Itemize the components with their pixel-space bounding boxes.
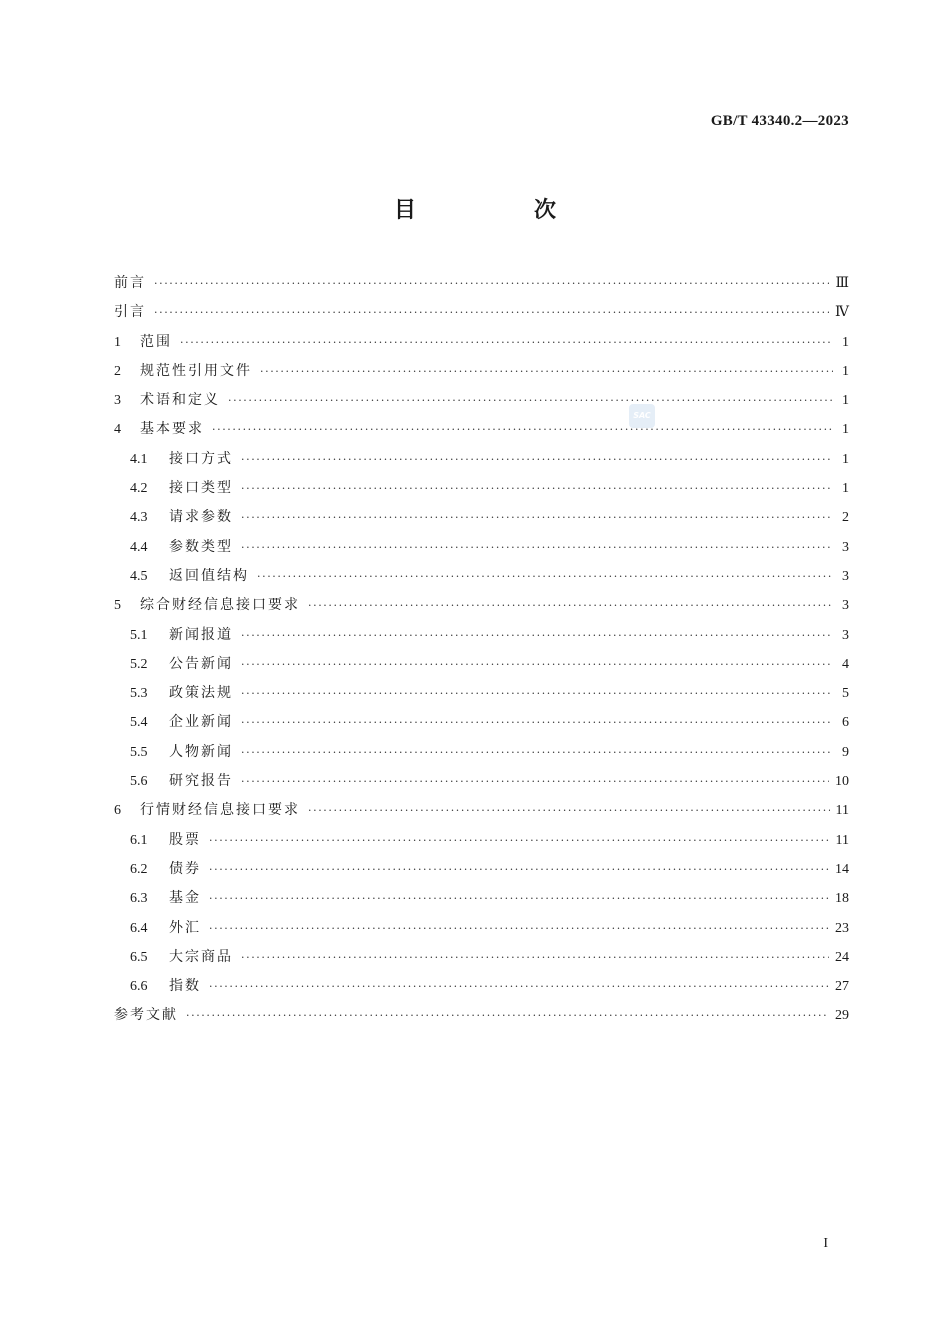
toc-entry[interactable]	[114, 269, 849, 298]
toc-dot-leader	[241, 943, 829, 972]
toc-entry-number: 5.6	[130, 774, 148, 790]
toc-entry-title: 股票	[169, 831, 201, 848]
toc-entry[interactable]	[114, 884, 849, 913]
toc-dot-leader	[212, 415, 833, 444]
toc-entry-number: 4.2	[130, 481, 148, 497]
toc-entry-number: 1	[114, 334, 121, 350]
toc-dot-leader	[180, 328, 833, 357]
toc-entry-title: 请求参数	[169, 509, 233, 526]
toc-entry-title: 债券	[169, 860, 201, 877]
toc-dot-leader	[241, 445, 833, 474]
toc-entry-number: 6.4	[130, 920, 148, 936]
toc-dot-leader	[241, 533, 833, 562]
toc-entry[interactable]	[114, 415, 849, 444]
toc-entry-title: 术语和定义	[140, 392, 220, 409]
table-of-contents	[114, 269, 849, 1031]
toc-dot-leader	[186, 1001, 829, 1030]
toc-entry[interactable]	[114, 503, 849, 532]
toc-entry[interactable]	[114, 943, 849, 972]
toc-entry-number: 4	[114, 422, 121, 438]
toc-dot-leader	[257, 562, 833, 591]
toc-entry-number: 6.6	[130, 979, 148, 995]
toc-entry-page: 1	[842, 363, 849, 379]
toc-entry-number: 4.5	[130, 568, 148, 584]
toc-dot-leader	[154, 269, 829, 298]
toc-entry-number: 6.3	[130, 891, 148, 907]
toc-entry[interactable]	[114, 445, 849, 474]
toc-entry-page: Ⅲ	[835, 276, 849, 291]
toc-entry[interactable]	[114, 328, 849, 357]
toc-dot-leader	[209, 855, 829, 884]
toc-entry-number: 6.5	[130, 949, 148, 965]
toc-entry-title: 规范性引用文件	[140, 362, 252, 379]
toc-dot-leader	[154, 298, 829, 327]
toc-dot-leader	[241, 708, 833, 737]
page-number: I	[823, 1236, 828, 1251]
toc-entry[interactable]	[114, 708, 849, 737]
toc-entry-title: 行情财经信息接口要求	[140, 802, 300, 819]
toc-entry[interactable]	[114, 298, 849, 327]
toc-entry-title: 大宗商品	[169, 948, 233, 965]
toc-entry-title: 返回值结构	[169, 567, 249, 584]
toc-entry-number: 2	[114, 363, 121, 379]
toc-entry-title: 研究报告	[169, 773, 233, 790]
toc-entry-number: 6	[114, 803, 121, 819]
toc-entry-title: 新闻报道	[169, 626, 233, 643]
toc-dot-leader	[241, 650, 833, 679]
toc-dot-leader	[209, 884, 829, 913]
toc-entry-page: 6	[842, 715, 849, 731]
toc-entry-number: 6.1	[130, 832, 148, 848]
toc-entry-number: 5.3	[130, 686, 148, 702]
toc-entry-title: 参数类型	[169, 538, 233, 555]
toc-entry-page: 2	[842, 510, 849, 526]
toc-entry[interactable]	[114, 972, 849, 1001]
toc-entry-number: 5.4	[130, 715, 148, 731]
toc-dot-leader	[209, 972, 829, 1001]
toc-entry[interactable]	[114, 767, 849, 796]
toc-entry-title: 政策法规	[169, 685, 233, 702]
toc-entry-title: 基金	[169, 890, 201, 907]
toc-entry-page: 1	[842, 481, 849, 497]
page-title: 目 次	[393, 198, 604, 223]
toc-dot-leader	[241, 474, 833, 503]
toc-entry-title: 接口方式	[169, 450, 233, 467]
toc-dot-leader	[241, 738, 833, 767]
toc-entry-title: 引言	[114, 304, 146, 321]
toc-entry[interactable]	[114, 562, 849, 591]
toc-entry-page: 9	[842, 744, 849, 760]
toc-entry-title: 接口类型	[169, 480, 233, 497]
toc-entry-page: 11	[835, 832, 849, 848]
toc-entry-title: 综合财经信息接口要求	[140, 597, 300, 614]
toc-entry-page: 4	[842, 656, 849, 672]
toc-entry-title: 范围	[140, 333, 172, 350]
toc-entry[interactable]	[114, 826, 849, 855]
toc-entry-title: 参考文献	[114, 1007, 178, 1024]
toc-entry[interactable]	[114, 1001, 849, 1030]
toc-entry-number: 5.5	[130, 744, 148, 760]
toc-entry[interactable]	[114, 796, 849, 825]
toc-entry-page: 1	[842, 422, 849, 438]
toc-entry-page: 24	[835, 949, 849, 965]
toc-entry-title: 指数	[169, 978, 201, 995]
toc-entry-page: 3	[842, 627, 849, 643]
toc-entry-page: 27	[835, 979, 849, 995]
toc-entry-page: 3	[842, 598, 849, 614]
toc-entry-number: 4.3	[130, 510, 148, 526]
toc-entry-page: 29	[835, 1008, 849, 1024]
toc-entry[interactable]	[114, 474, 849, 503]
toc-entry-number: 4.1	[130, 451, 148, 467]
toc-entry[interactable]	[114, 679, 849, 708]
toc-entry-page: 10	[835, 774, 849, 790]
toc-entry[interactable]	[114, 386, 849, 415]
toc-entry[interactable]	[114, 621, 849, 650]
toc-entry[interactable]	[114, 591, 849, 620]
toc-entry-page: 1	[842, 334, 849, 350]
toc-entry-page: 3	[842, 539, 849, 555]
toc-entry-page: 1	[842, 451, 849, 467]
toc-entry-number: 5	[114, 598, 121, 614]
toc-entry-page: 14	[835, 861, 849, 877]
toc-entry[interactable]	[114, 914, 849, 943]
toc-entry[interactable]	[114, 738, 849, 767]
toc-entry-number: 4.4	[130, 539, 148, 555]
toc-dot-leader	[241, 679, 833, 708]
toc-entry-page: 5	[842, 686, 849, 702]
toc-entry-title: 前言	[114, 275, 146, 291]
toc-entry-page: 11	[835, 803, 849, 819]
toc-dot-leader	[209, 914, 829, 943]
toc-dot-leader	[241, 503, 833, 532]
toc-entry-title: 外汇	[169, 919, 201, 936]
toc-dot-leader	[228, 386, 833, 415]
toc-entry-number: 5.1	[130, 627, 148, 643]
toc-entry-title: 人物新闻	[169, 743, 233, 760]
toc-entry[interactable]	[114, 357, 849, 386]
toc-entry[interactable]	[114, 855, 849, 884]
toc-dot-leader	[209, 826, 830, 855]
toc-entry-page: 3	[842, 568, 849, 584]
toc-dot-leader	[308, 796, 830, 825]
toc-dot-leader	[241, 767, 829, 796]
toc-dot-leader	[308, 591, 833, 620]
toc-dot-leader	[241, 621, 833, 650]
standard-code: GB/T 43340.2—2023	[710, 113, 849, 129]
toc-entry-number: 3	[114, 393, 121, 409]
toc-entry-title: 公告新闻	[169, 655, 233, 672]
toc-entry[interactable]	[114, 650, 849, 679]
toc-entry-page: 18	[835, 891, 849, 907]
toc-entry-page: 1	[842, 393, 849, 409]
watermark-logo: SAC	[629, 404, 655, 428]
toc-entry-number: 5.2	[130, 656, 148, 672]
toc-entry-page: 23	[835, 920, 849, 936]
toc-dot-leader	[260, 357, 833, 386]
toc-entry-title: 企业新闻	[169, 714, 233, 731]
toc-entry-page: Ⅳ	[835, 305, 849, 321]
toc-entry-title: 基本要求	[140, 421, 204, 438]
toc-entry[interactable]	[114, 533, 849, 562]
toc-entry-number: 6.2	[130, 861, 148, 877]
